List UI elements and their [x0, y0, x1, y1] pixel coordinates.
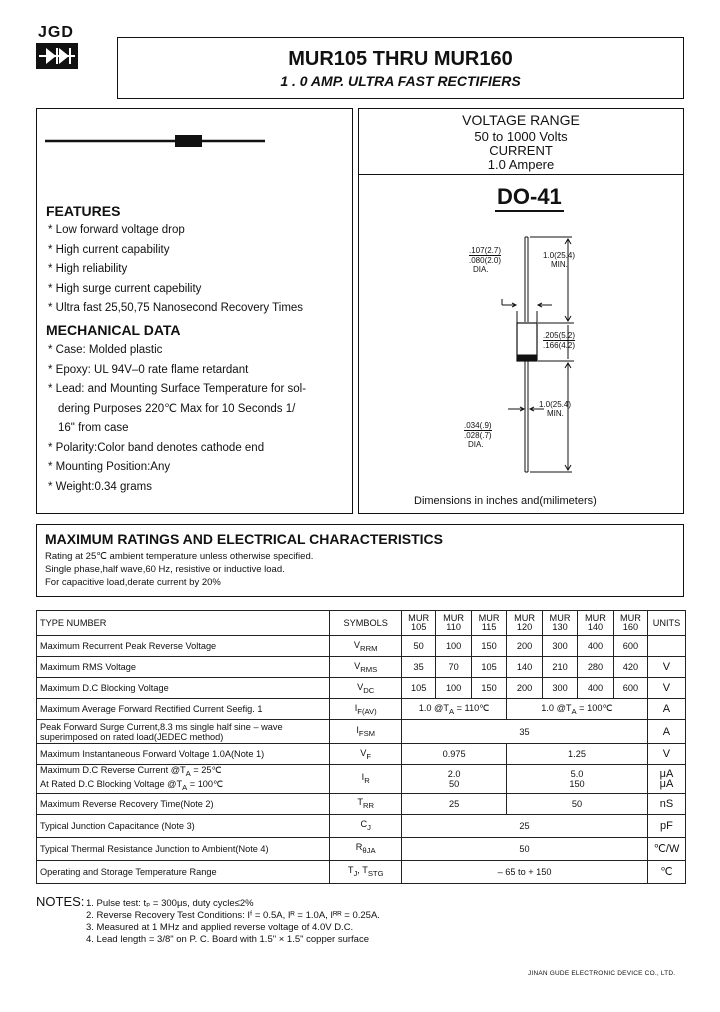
dim-lead-len-top: 1.0(25.4) MIN. — [543, 251, 576, 269]
ratings-conditions: Rating at 25℃ ambient temperature unless otherwise specified. Single phase,half wave,60 Hz, resistive or inductive load. For capacitive load,derate current by 20% — [45, 551, 314, 588]
diode-drawing — [45, 131, 265, 151]
package-name: DO-41 — [495, 184, 564, 212]
voltage-range-value: 50 to 1000 Volts — [474, 129, 568, 144]
table-row: Maximum Recurrent Peak Reverse Voltage $V_{RRM}$ 50 100 150 200 300 400 600 — [37, 636, 686, 657]
header-part: MUR 105 — [402, 611, 436, 636]
table-row: Maximum RMS Voltage $V_{RMS}$ 35 70 105 140 210 280 420 V — [37, 657, 686, 678]
features-list — [48, 221, 303, 319]
features-heading: FEATURES — [46, 203, 121, 219]
package-box — [358, 108, 684, 514]
list-item: * Polarity:Color band denotes cathode end — [48, 441, 265, 454]
list-item: * Ultra fast 25,50,75 Nanosecond Recovery Times — [48, 302, 304, 314]
list-item: * Epoxy: UL 94V–0 rate flame retardant — [48, 363, 249, 376]
current-value: 1.0 Ampere — [487, 157, 555, 172]
header-part: MUR 160 — [613, 611, 647, 636]
list-item: * Lead: and Mounting Surface Temperature for sol- — [48, 383, 307, 395]
divider — [359, 174, 683, 175]
table-row: Maximum Average Forward Rectified Current Seefig. 1 $I_{F(AV)}$ 1.0 $@T_A$ = 110℃ 1.0 $@T_A$ = 100℃ A — [37, 699, 686, 720]
list-item: * Low forward voltage drop — [48, 224, 185, 236]
note-item: 3. Measured at 1 MHz and applied reverse voltage of 4.0V D.C. — [86, 922, 354, 933]
list-item: * Mounting Position:Any — [48, 461, 171, 473]
table-row: Typical Junction Capacitance (Note 3) $C_J$ 25 pF — [37, 814, 686, 837]
list-item: * High reliability — [48, 263, 128, 275]
header-part: MUR 130 — [543, 611, 578, 636]
header-part: MUR 120 — [507, 611, 543, 636]
table-row: Maximum Instantaneous Forward Voltage 1.0A(Note 1) $V_F$ 0.975 1.25 V — [37, 744, 686, 765]
logo-diode-icon — [36, 43, 78, 69]
header-symbols: SYMBOLS — [330, 611, 402, 636]
list-item: 16" from case — [58, 422, 129, 434]
header-part: MUR 115 — [472, 611, 507, 636]
page-subtitle: 1 . 0 AMP. ULTRA FAST RECTIFIERS — [280, 73, 521, 89]
table-row: Maximum D.C Blocking Voltage $V_{DC}$ 105 100 150 200 300 400 600 V — [37, 678, 686, 699]
dim-lead-len-bottom: 1.0(25.4) MIN. — [539, 400, 572, 418]
list-item: * Weight:0.34 grams — [48, 480, 152, 493]
mechanical-list — [48, 341, 306, 497]
ratings-heading: MAXIMUM RATINGS AND ELECTRICAL CHARACTERISTICS — [45, 531, 443, 547]
title-box — [117, 37, 684, 99]
header-units: UNITS — [647, 611, 685, 636]
mechanical-heading: MECHANICAL DATA — [46, 322, 181, 338]
table-row: Maximum Reverse Recovery Time(Note 2) $T_{RR}$ 25 50 nS — [37, 793, 686, 814]
header-part: MUR 140 — [578, 611, 614, 636]
table-row: Maximum D.C Reverse Current $@T_A$ = 25℃ At Rated D.C Blocking Voltage $@T_A$ = 100℃ $I_R$ 2.0 50 5.0 150 μA μA — [37, 765, 686, 794]
footer-company: JINAN GUDE ELECTRONIC DEVICE CO., LTD. — [528, 970, 676, 977]
page-title: MUR105 THRU MUR160 — [288, 48, 513, 70]
logo-text: JGD — [38, 24, 74, 41]
ratings-table — [36, 610, 686, 884]
table-row — [37, 611, 686, 636]
dim-lead-dia: .034(.9) .028(.7) DIA. — [464, 421, 492, 449]
list-item: * High current capability — [48, 243, 170, 256]
dimensions-caption: Dimensions in inches and(milimeters) — [414, 495, 597, 507]
features-box — [36, 108, 353, 514]
table-row: Typical Thermal Resistance Junction to Ambient(Note 4) $R_{\theta JA}$ 50 ℃/W — [37, 837, 686, 860]
current-heading: CURRENT — [489, 143, 553, 158]
note-item: 1. Pulse test: tₚ = 300μs, duty cycle≤2% — [86, 898, 254, 909]
list-item: * Case: Molded plastic — [48, 344, 163, 356]
dim-body-dia: .107(2.7) .080(2.0) DIA. — [469, 246, 502, 274]
header-part: MUR 110 — [436, 611, 472, 636]
note-item: 4. Lead length = 3/8" on P. C. Board with 1.5" × 1.5" copper surface — [86, 934, 369, 945]
list-item: * High surge current capebility — [48, 282, 202, 295]
list-item: dering Purposes 220℃ Max for 10 Seconds 1/ — [58, 402, 296, 415]
table-row: Operating and Storage Temperature Range $T_J$, $T_{STG}$ – 65 to + 150 ℃ — [37, 860, 686, 883]
notes-list — [86, 898, 380, 946]
ratings-box — [36, 524, 684, 597]
header-type-number: TYPE NUMBER — [37, 611, 330, 636]
dim-body-len: .205(5.2) .166(4.2) — [543, 331, 576, 350]
table-row: Peak Forward Surge Current,8.3 ms single half sine – wave superimposed on rated load(JEDEC method) $I_{FSM}$ 35 A — [37, 720, 686, 744]
notes-heading: NOTES: — [36, 894, 85, 909]
note-item: 2. Reverse Recovery Test Conditions: Iᶠ = 0.5A, Iᴿ = 1.0A, Iᴿᴿ = 0.25A. — [86, 910, 380, 921]
voltage-range-heading: VOLTAGE RANGE — [462, 112, 580, 128]
